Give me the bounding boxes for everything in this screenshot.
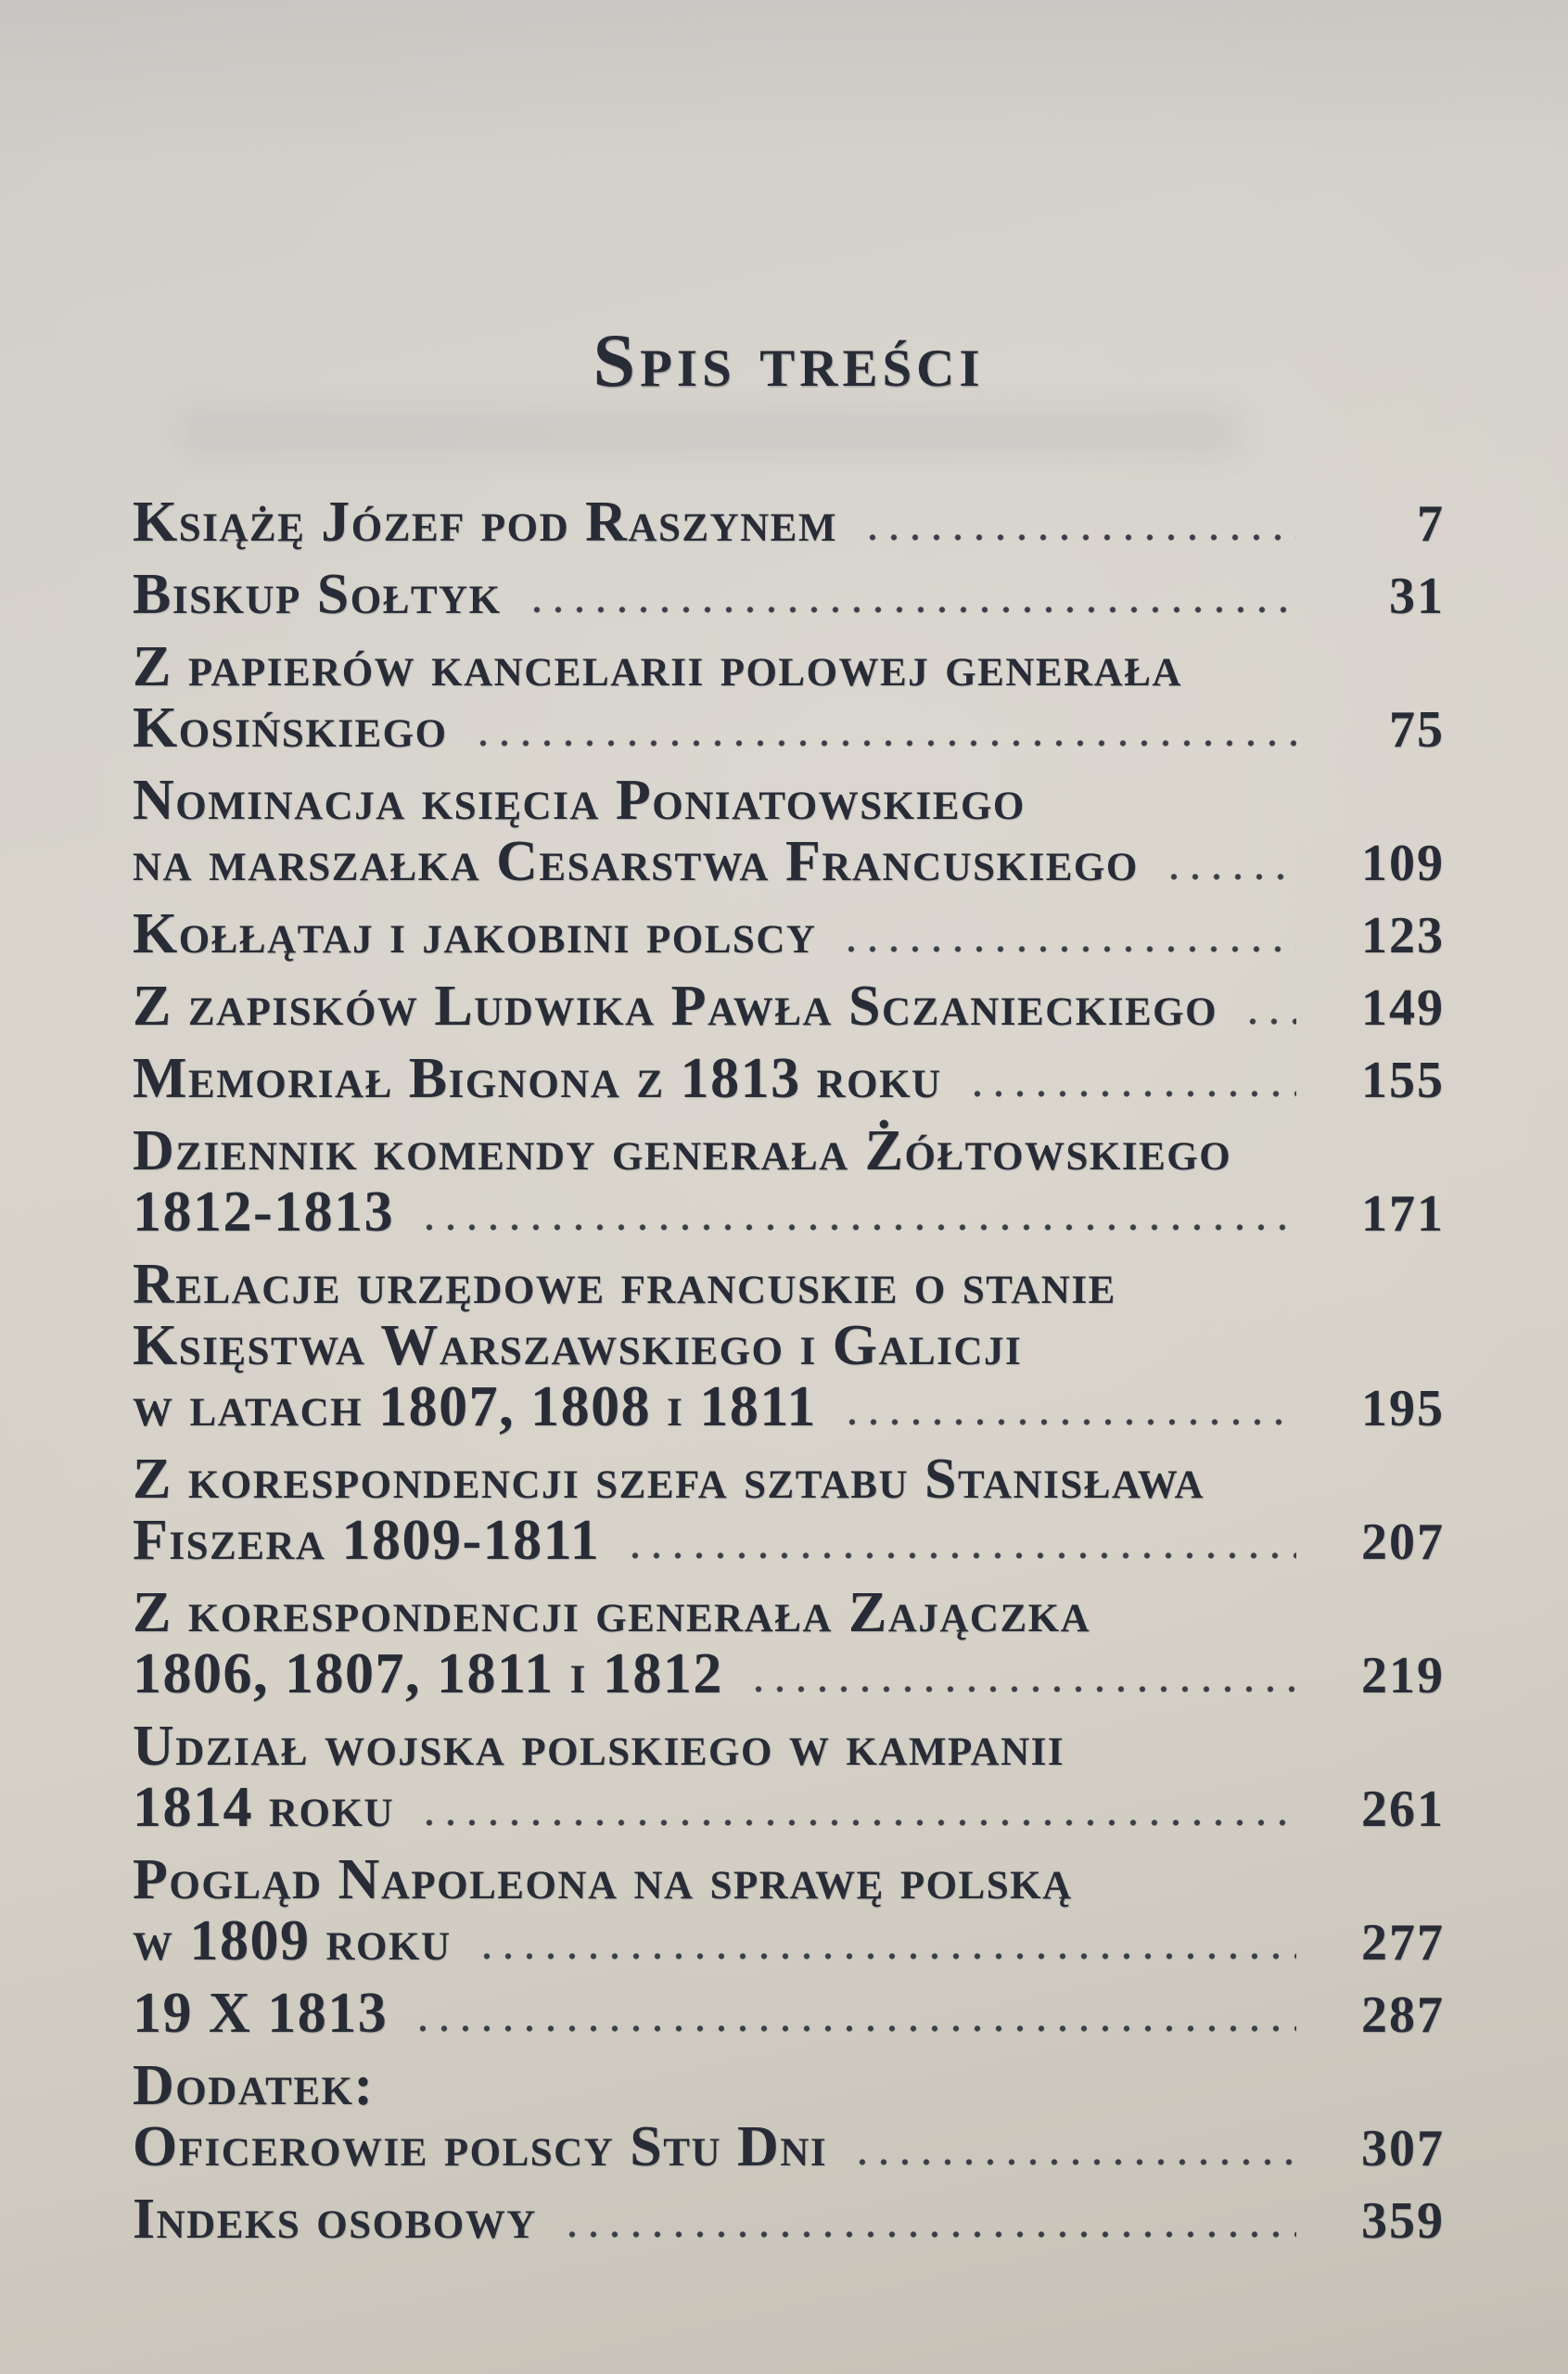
toc-entry-line — [133, 1449, 1445, 1510]
toc-line-text: Memoriał Bignona z 1813 roku — [133, 1047, 942, 1110]
toc-page-number: 277 — [1361, 1914, 1445, 1972]
toc-entry-line — [133, 636, 1445, 697]
toc-entry-line — [133, 1582, 1445, 1643]
toc-page-number: 109 — [1361, 835, 1445, 892]
toc-line-text: 1812-1813 — [133, 1181, 395, 1244]
dot-leader — [483, 1952, 1297, 1960]
toc-entry — [133, 770, 1445, 894]
dot-leader — [848, 945, 1296, 953]
toc-page-number: 149 — [1361, 979, 1445, 1037]
toc-entry-line — [133, 770, 1445, 831]
toc-line-text: Relacje urzędowe francuskie o stanie — [133, 1253, 1116, 1316]
toc-line-text: Z zapisków Ludwika Pawła Sczanieckiego — [133, 975, 1218, 1038]
toc-entry — [133, 1849, 1445, 1973]
dot-leader — [568, 2230, 1296, 2239]
dot-leader — [755, 1685, 1296, 1693]
toc-page-number: 7 — [1417, 495, 1445, 553]
toc-line-text: Indeks osobowy — [133, 2188, 537, 2251]
dot-leader — [869, 533, 1296, 542]
toc-entry-line — [133, 1048, 1445, 1111]
toc-entry — [133, 2189, 1445, 2252]
toc-entry — [133, 491, 1445, 555]
toc-entry — [133, 2055, 1445, 2179]
toc-entry — [133, 1048, 1445, 1111]
toc-list — [133, 491, 1445, 2252]
dot-leader — [426, 1819, 1296, 1827]
toc-entry-line — [133, 1376, 1445, 1439]
toc-entry-line — [133, 903, 1445, 966]
toc-entry — [133, 564, 1445, 627]
page-title: Spis treści — [593, 318, 985, 402]
toc-line-text: Kołłątaj i jakobini polscy — [133, 902, 817, 965]
toc-line-text: Udział wojska polskiego w kampanii — [133, 1715, 1065, 1778]
dot-leader — [426, 1223, 1296, 1232]
toc-line-text: Fiszera 1809-1811 — [133, 1509, 601, 1572]
toc-line-text: Dodatek: — [133, 2054, 375, 2117]
toc-line-text: Z korespondencji szefa sztabu Stanisława — [133, 1448, 1205, 1511]
toc-page-number: 307 — [1361, 2120, 1445, 2177]
toc-line-text: Księstwa Warszawskiego i Galicji — [133, 1314, 1023, 1377]
toc-line-text: 19 X 1813 — [133, 1982, 389, 2045]
dot-leader — [848, 1418, 1296, 1426]
toc-entry-line — [133, 831, 1445, 894]
dot-leader — [533, 606, 1296, 614]
bleed-through-ghost — [176, 408, 1243, 456]
toc-entry-line — [133, 1254, 1445, 1315]
toc-line-text: na marszałka Cesarstwa Francuskiego — [133, 830, 1139, 893]
toc-entry-line — [133, 1910, 1445, 1973]
toc-page-number: 195 — [1361, 1380, 1445, 1437]
toc-page-number: 123 — [1361, 907, 1445, 964]
toc-entry-line — [133, 1777, 1445, 1840]
toc-page-number: 171 — [1361, 1185, 1445, 1243]
toc-line-text: Biskup Sołtyk — [133, 563, 502, 626]
toc-entry — [133, 636, 1445, 760]
dot-leader — [974, 1090, 1296, 1098]
toc-entry — [133, 1582, 1445, 1706]
toc-entry — [133, 1983, 1445, 2046]
dot-leader — [419, 2024, 1296, 2033]
toc-page-number: 155 — [1361, 1052, 1445, 1109]
toc-line-text: w latach 1807, 1808 i 1811 — [133, 1375, 817, 1438]
toc-line-text: Nominacja księcia Poniatowskiego — [133, 769, 1026, 832]
toc-entry-line — [133, 1510, 1445, 1573]
toc-page-number: 207 — [1361, 1513, 1445, 1571]
toc-entry-line — [133, 1983, 1445, 2046]
toc-entry — [133, 1716, 1445, 1840]
toc-entry-line — [133, 1120, 1445, 1181]
toc-entry — [133, 976, 1445, 1039]
toc-entry-line — [133, 2189, 1445, 2252]
toc-entry — [133, 1254, 1445, 1439]
toc-page-number: 31 — [1389, 568, 1445, 625]
toc-entry-line — [133, 491, 1445, 555]
toc-entry-line — [133, 1716, 1445, 1777]
toc-page-number: 261 — [1361, 1780, 1445, 1838]
toc-page-number: 287 — [1361, 1986, 1445, 2044]
dot-leader — [1170, 873, 1296, 881]
toc-entry-line — [133, 1849, 1445, 1910]
toc-page-number: 75 — [1389, 701, 1445, 759]
toc-line-text: Dziennik komendy generała Żółtowskiego — [133, 1119, 1232, 1182]
toc-line-text: 1806, 1807, 1811 i 1812 — [133, 1642, 723, 1705]
dot-leader — [1249, 1017, 1296, 1026]
toc-entry-line — [133, 1181, 1445, 1244]
toc-entry-line — [133, 697, 1445, 760]
toc-line-text: Z korespondencji generała Zajączka — [133, 1581, 1091, 1644]
dot-leader — [479, 739, 1296, 747]
toc-entry-line — [133, 2116, 1445, 2179]
toc-page-number: 219 — [1361, 1647, 1445, 1704]
toc-entry-line — [133, 976, 1445, 1039]
toc-entry-line — [133, 2055, 1445, 2116]
toc-line-text: Książę Józef pod Raszynem — [133, 491, 837, 554]
toc-entry-line — [133, 1315, 1445, 1376]
toc-line-text: Pogląd Napoleona na sprawę polską — [133, 1848, 1073, 1911]
dot-leader — [631, 1551, 1296, 1560]
toc-line-text: 1814 roku — [133, 1776, 394, 1839]
toc-line-text: Oficerowie polscy Stu Dni — [133, 2115, 828, 2178]
toc-line-text: w 1809 roku — [133, 1909, 452, 1972]
toc-entry-line — [133, 564, 1445, 627]
toc-entry-line — [133, 1643, 1445, 1706]
toc-entry — [133, 903, 1445, 966]
toc-line-text: Z papierów kancelarii polowej generała — [133, 635, 1182, 698]
toc-entry — [133, 1120, 1445, 1244]
dot-leader — [859, 2158, 1296, 2166]
toc-page-number: 359 — [1361, 2192, 1445, 2250]
toc-entry — [133, 1449, 1445, 1573]
toc-line-text: Kosińskiego — [133, 696, 448, 759]
